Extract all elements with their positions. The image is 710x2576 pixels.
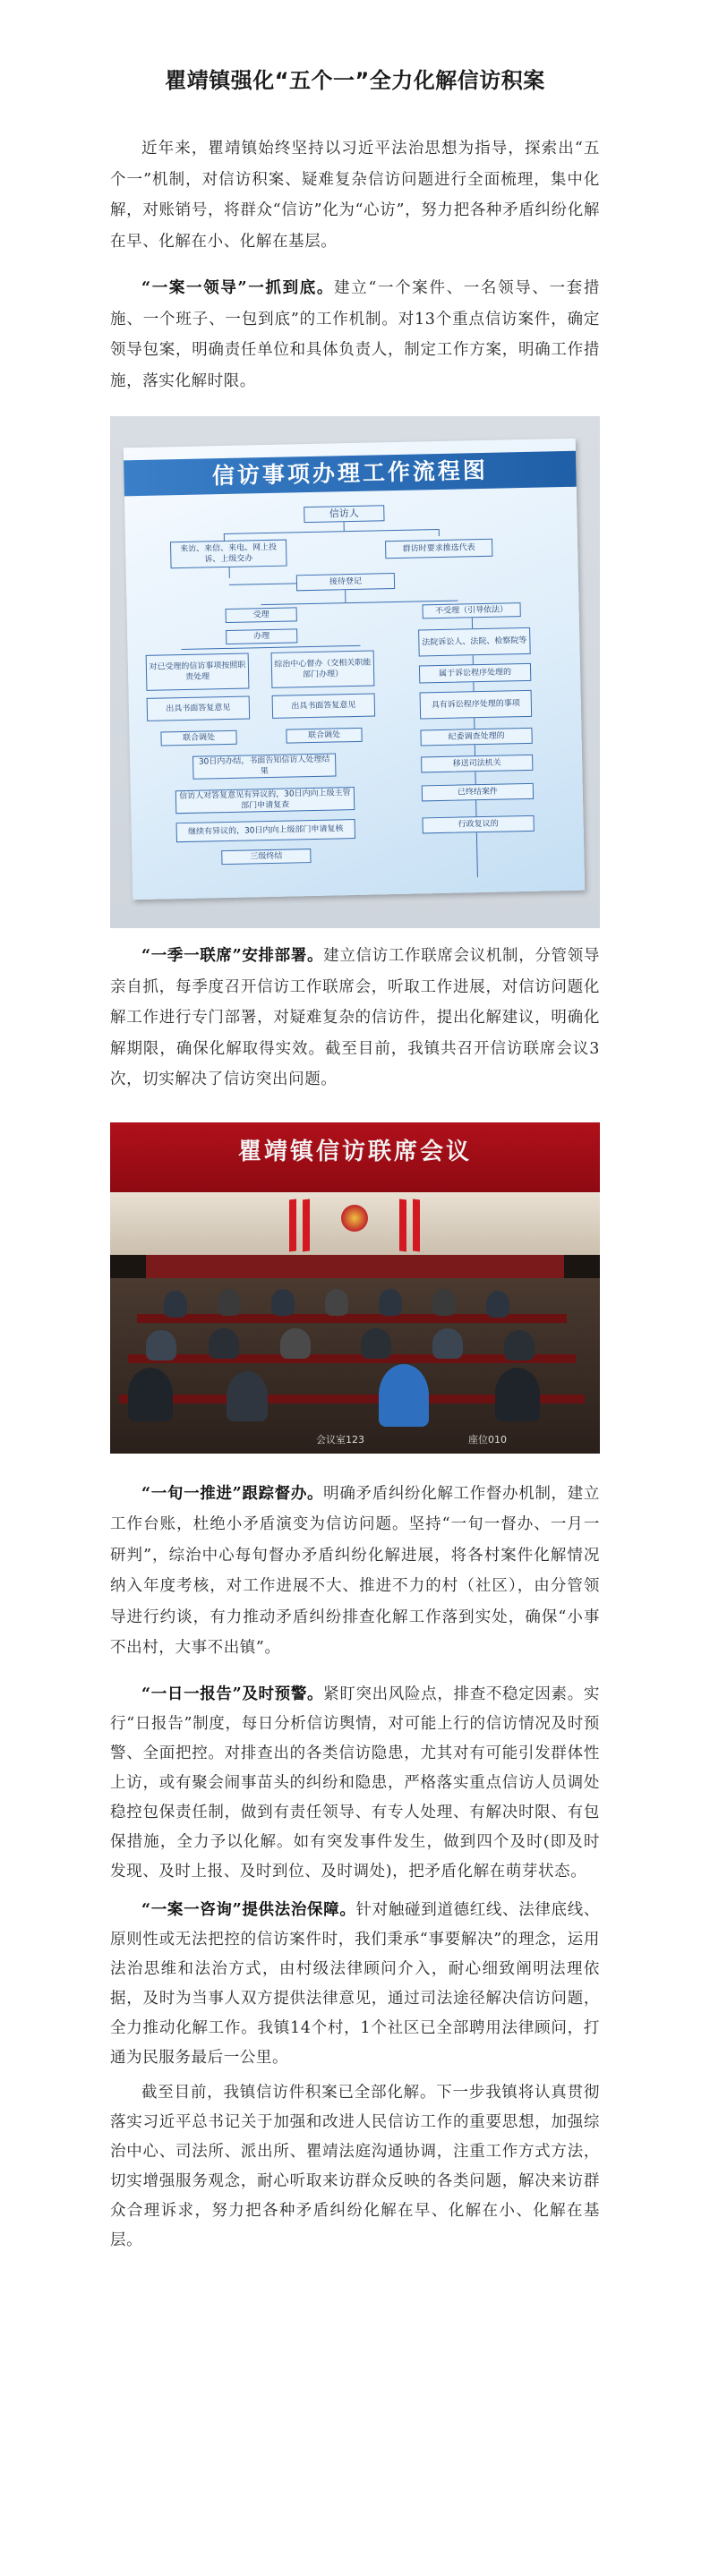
flowchart-title: 信访事项办理工作流程图 [124, 451, 577, 497]
flow-connector [345, 590, 346, 602]
flow-connector [181, 645, 360, 650]
meeting-photo [110, 1122, 600, 1454]
paragraph-body: 建立“一个案件、一名领导、一套措施、一个班子、一包到底”的工作机制。对13个重点信访案件，确定领导包案，明确责任单位和具体负责人，制定工作方案，明确工作措施，落实化解时限。 [110, 279, 600, 390]
attendee [504, 1330, 535, 1361]
flow-connector [229, 567, 230, 578]
attendee [164, 1291, 187, 1318]
paragraph-intro: 近年来，瞿靖镇始终坚持以习近平法治思想为指导，探索出“五个一”机制，对信访积案、疑难复杂信访问题进行全面梳理，集中化解，对账销号，将群众“信访”化为“心访”，努力把各种矛盾纠纷化解在早、化解在小、化解在基层。 [110, 140, 600, 251]
attendee [280, 1328, 311, 1359]
attendee [486, 1291, 509, 1318]
flowchart-photo [110, 416, 600, 928]
flowchart-board [124, 439, 585, 900]
meeting-dais [146, 1255, 564, 1278]
flow-connector [224, 533, 225, 541]
flow-box-right-5: 移送司法机关 [421, 755, 533, 773]
meeting-banner-text: 瞿靖镇信访联席会议 [237, 1138, 472, 1165]
flow-box-deadline: 30日内办结，书面告知信访人处理结果 [192, 753, 337, 779]
flow-box-written-answer: 出具书面答复意见 [147, 695, 251, 721]
paragraph-lead: “一季一联席”安排部署。 [141, 947, 324, 965]
flow-box-transfer: 综治中心督办（交相关职能部门办理） [271, 651, 375, 688]
attendee [146, 1330, 176, 1361]
flow-box-accept: 受理 [226, 607, 297, 623]
attendee [495, 1368, 540, 1421]
flow-box-right-4: 纪委调查处理的 [420, 728, 532, 746]
emblem-icon [341, 1205, 368, 1232]
nameplate-text: 座位010 [468, 1433, 507, 1446]
paragraph-lead: “一案一咨询”提供法治保障。 [141, 1900, 356, 1919]
flow-box-petitioner: 信访人 [304, 505, 384, 523]
flow-box-channels: 来访、来信、来电、网上投诉、上级交办 [170, 540, 287, 569]
attendee [227, 1371, 268, 1421]
attendee [379, 1289, 402, 1316]
flow-box-direct-handling: 对已受理的信访事项按照职责处理 [146, 653, 250, 690]
meeting-hall [110, 1278, 600, 1454]
attendee [379, 1364, 429, 1427]
paragraph-lead: “一旬一推进”跟踪督办。 [141, 1484, 324, 1503]
attendee [432, 1289, 456, 1316]
paragraph-body: 建立信访工作联席会议机制，分管领导亲自抓，每季度召开信访工作联席会，听取工作进展，对信访问题化解工作进行专门部署，对疑难复杂的信访件，提出化解建议，明确化解期限，确保化解取得实效。截至目前，我镇共召开信访联席会议3次，切实解决了信访突出问题。 [110, 947, 600, 1088]
flag-icon [413, 1198, 420, 1251]
flow-box-right-1: 法院诉讼人、法院、检察院等 [418, 627, 531, 657]
flow-box-handle: 办理 [226, 628, 297, 644]
flow-connector [224, 529, 439, 534]
flow-box-right-3: 具有诉讼程序处理的事项 [420, 690, 533, 720]
paragraph-daily-report [110, 1680, 600, 1887]
flow-box-register: 接待登记 [296, 573, 395, 591]
flow-connector [229, 583, 296, 585]
flow-connector [344, 522, 345, 531]
flow-box-recheck: 继续有异议的，30日内向上级部门申请复核 [176, 819, 355, 842]
attendee [218, 1289, 241, 1316]
flag-icon [399, 1198, 406, 1251]
flow-connector [439, 529, 440, 536]
flow-box-joint-mediation: 联合调处 [160, 730, 236, 746]
paragraph-body: 紧盯突出风险点，排查不稳定因素。实行“日报告”制度，每日分析信访舆情，对可能上行的信访情况及时预警、全面把控。对排查出的各类信访隐患，尤其对有可能引发群体性上访，或有聚会闹事苗头的纠纷和隐患，严格落实重点信访人员调处稳控包保责任制，做到有责任领导、有专人处理、有解决时限、有包保措施，全力予以化解。如有突发事件发生，做到四个及时(即及时发现、及时上报、及时到位、及时调处)，把矛盾化解在萌芽状态。 [110, 1685, 600, 1881]
paragraph-legal-consultation [110, 1896, 600, 2073]
paragraph-lead: “一日一报告”及时预警。 [141, 1685, 324, 1703]
flow-box-written-answer: 出具书面答复意见 [272, 694, 376, 719]
paragraph-body: 明确矛盾纠纷化解工作督办机制，建立工作台账，杜绝小矛盾演变为信访问题。坚持“一旬一督办、一月一研判”，综治中心每旬督办矛盾纠纷化解进展，将各村案件化解情况纳入年度考核，对工作进展不大、推进不力的村（社区），由分管领导进行约谈，有力推动矛盾纠纷排查化解工作落到实处，确保“小事不出村，大事不出镇”。 [110, 1484, 600, 1657]
flow-box-review: 信访人对答复意见有异议的，30日内向上级主管部门申请复查 [175, 787, 355, 814]
article-title: 瞿靖镇强化“五个一”全力化解信访积案 [165, 68, 545, 93]
attendee [432, 1328, 463, 1359]
flow-box-right-2: 属于诉讼程序处理的 [419, 663, 531, 684]
paragraph-conclusion: 截至目前，我镇信访件积案已全部化解。下一步我镇将认真贯彻落实习近平总书记关于加强和改进人民信访工作的重要思想，加强综治中心、司法所、派出所、瞿靖法庭沟通协调，注重工作方式方法，切实增强服务观念，耐心听取来访群众反映的各类问题，解决来访群众合理诉求，努力把各种矛盾纠纷化解在早、化解在小、化解在基层。 [110, 2083, 600, 2249]
attendee [325, 1289, 348, 1316]
paragraph-one-quarter-one-meeting [110, 941, 600, 1096]
flow-box-final: 三级终结 [221, 849, 311, 865]
attendee [361, 1328, 391, 1359]
nameplate-text: 会议室123 [316, 1433, 364, 1446]
paragraph-one-case-one-leader [110, 273, 600, 397]
paragraph-body: 针对触碰到道德红线、法律底线、原则性或无法把控的信访案件时，我们秉承“事要解决”的理念，运用法治思维和法治方式，由村级法律顾问介入，耐心细致阐明法理依据，及时为当事人双方提供法律意见，通过司法途径解决信访问题，全力推动化解工作。我镇14个村，1个社区已全部聘用法律顾问，打通为民服务最后一公里。 [110, 1900, 600, 2067]
flow-box-right-6: 已终结案件 [422, 783, 534, 802]
flow-box-joint-mediation: 联合调处 [286, 728, 362, 744]
flow-box-group-visit: 群访时要求推选代表 [385, 539, 492, 559]
flow-box-not-accept: 不受理（引导依法） [423, 602, 521, 618]
attendee [209, 1328, 239, 1359]
flag-icon [303, 1198, 310, 1251]
flow-connector [472, 618, 478, 877]
paragraph-ten-day-supervision [110, 1479, 600, 1664]
attendee [271, 1289, 295, 1316]
flag-icon [289, 1198, 296, 1251]
attendee [128, 1368, 173, 1421]
paragraph-lead: “一案一领导”一抓到底。 [141, 279, 335, 297]
meeting-banner [110, 1122, 600, 1192]
flow-box-right-7: 行政复议的 [422, 815, 534, 834]
